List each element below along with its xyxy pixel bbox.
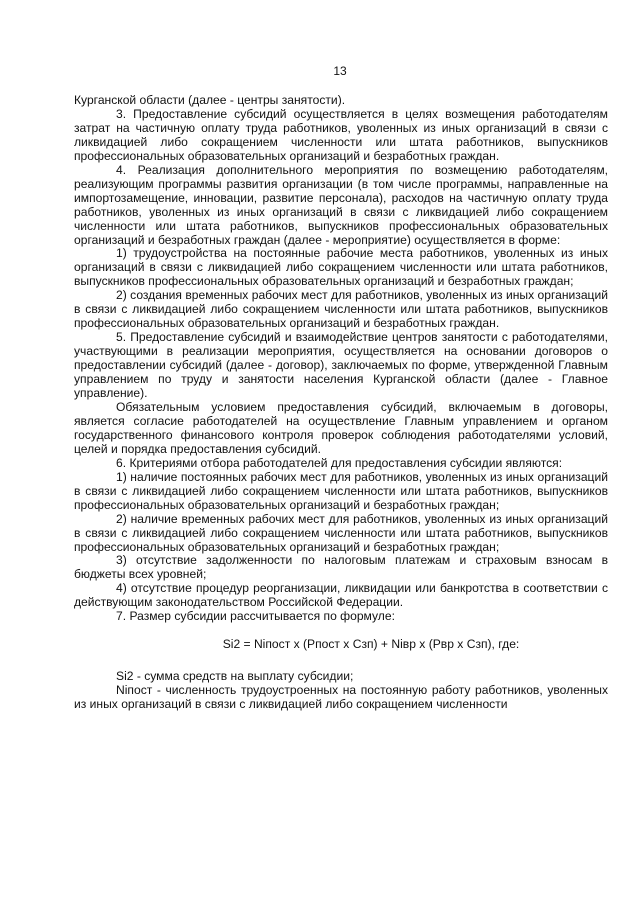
paragraph-clause-4-item-1: 1) трудоустройства на постоянные рабочие места работников, уволенных из иных организаций в связи с ликвидацией либо сокращением численности или штата работников, выпускников профессиональных образовательных организаций и безработных граждан;: [74, 246, 608, 289]
page-number: 13: [333, 64, 347, 78]
paragraph-clause-7: 7. Размер субсидии рассчитывается по формуле:: [116, 609, 395, 624]
paragraph-clause-6-item-1: 1) наличие постоянных рабочих мест для работников, уволенных из иных организаций в связи с ликвидацией либо сокращением численности или штата работников, выпускников профессиональных образовательных организаций и безработных граждан;: [74, 469, 608, 512]
subsidy-formula: Si2 = Niпост х (Рпост х Сзп) + Niвр х (Рвр х Сзп), где:: [222, 637, 520, 652]
paragraph-clause-4: 4. Реализация дополнительного мероприятия по возмещению работодателям, реализующим программы развития организации (в том числе программы, направленные на импортозамещение, инновации, развитие персонала), расходов на частичную оплату труда работников, уволенных из иных организаций в связи с ликвидацией либо сокращением численности или штата работников, выпускников профессиональных образовательных организаций и безработных граждан (далее - мероприятие) осуществляется в форме:: [74, 162, 608, 247]
paragraph-continuation: Курганской области (далее - центры занятости).: [74, 93, 346, 107]
paragraph-clause-5-condition: Обязательным условием предоставления субсидий, включаемым в договоры, является согласие работодателей на осуществление Главным управлением и органом государственного финансового контроля проверок соблюдения работодателями условий, целей и порядка предоставления субсидий.: [74, 399, 608, 456]
paragraph-clause-6-item-3: 3) отсутствие задолженности по налоговым платежам и страховым взносам в бюджеты всех уровней;: [74, 553, 608, 582]
paragraph-clause-3: 3. Предоставление субсидий осуществляется в целях возмещения работодателям затрат на частичную оплату труда работников, уволенных из иных организаций в связи с ликвидацией либо сокращением численности или штата работников, выпускников профессиональных образовательных организаций и безработных граждан.: [74, 106, 608, 163]
definition-si2: Si2 - сумма средств на выплату субсидии;: [116, 669, 354, 684]
document-body: [74, 94, 608, 712]
paragraph-clause-6: 6. Критериями отбора работодателей для предоставления субсидии являются:: [116, 455, 563, 470]
definition-nipost: Niпост - численность трудоустроенных на постоянную работу работников, уволенных из иных организаций в связи с ликвидацией либо сокращением численности: [74, 683, 608, 712]
paragraph-clause-6-item-4: 4) отсутствие процедур реорганизации, ликвидации или банкротства в соответствии с действующим законодательством Российской Федерации.: [74, 581, 608, 610]
paragraph-clause-5: 5. Предоставление субсидий и взаимодействие центров занятости с работодателями, участвующими в реализации мероприятия, осуществляется на основании договоров о предоставлении субсидий (далее - договор), заключаемых по форме, утвержденной Главным управлением по труду и занятости населения Курганской области (далее - Главное управление).: [74, 330, 608, 401]
paragraph-clause-6-item-2: 2) наличие временных рабочих мест для работников, уволенных из иных организаций в связи с ликвидацией либо сокращением численности или штата работников, выпускников профессиональных образовательных организаций и безработных граждан;: [74, 511, 608, 554]
paragraph-clause-4-item-2: 2) создания временных рабочих мест для работников, уволенных из иных организаций в связи с ликвидацией либо сокращением численности или штата работников, выпускников профессиональных образовательных организаций и безработных граждан.: [74, 288, 608, 331]
